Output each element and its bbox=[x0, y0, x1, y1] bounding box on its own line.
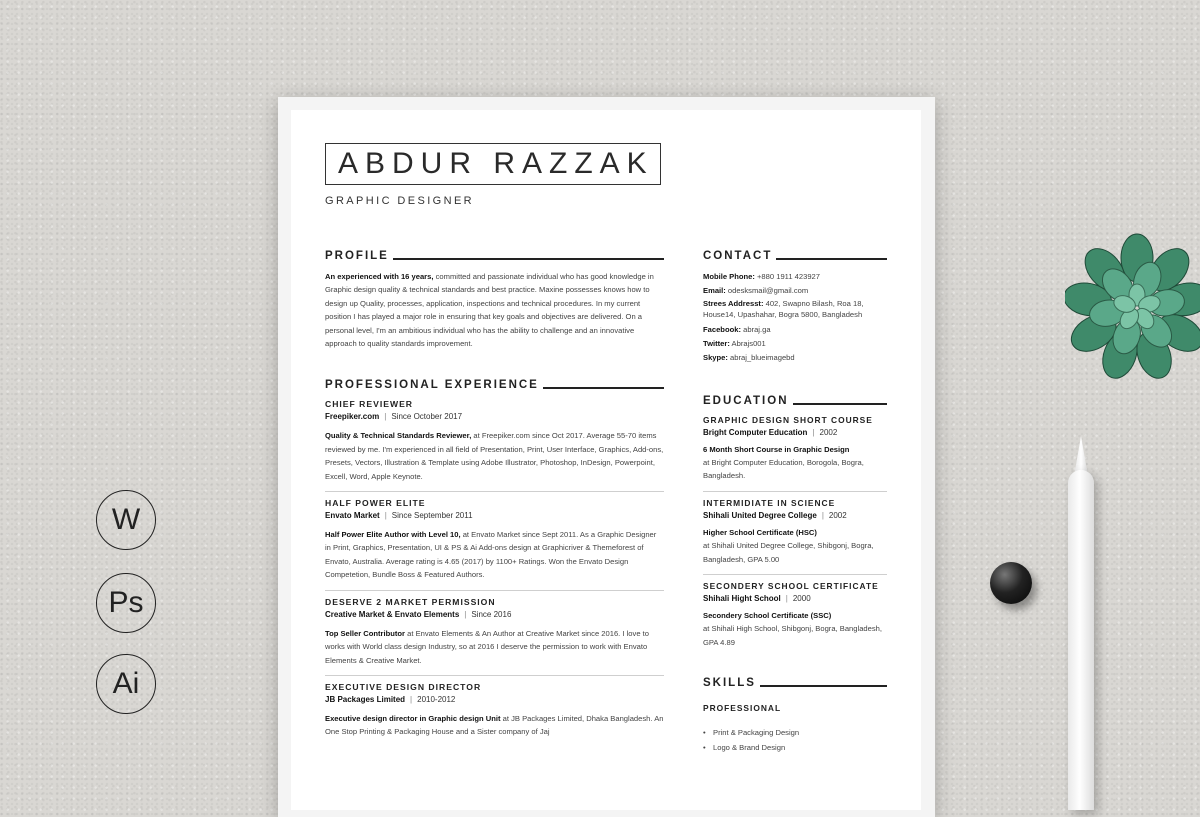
contact-label: Email: bbox=[703, 285, 726, 295]
photoshop-icon: Ps bbox=[96, 573, 156, 633]
resume-name: ABDUR RAZZAK bbox=[325, 143, 661, 185]
skills-heading-label: SKILLS bbox=[703, 677, 756, 690]
job-text: at JB Packages Limited, Dhaka Bangladesh. An One Stop Printing & Packaging House and a Sister company of Jaj bbox=[325, 713, 664, 737]
profile-lead: An experienced with 16 years, bbox=[325, 272, 434, 281]
education-text: at Shihali United Degree College, Shibgonj, Bogra, Bangladesh, GPA 5.00 bbox=[703, 541, 874, 564]
education-heading bbox=[703, 393, 887, 407]
education-lead: 6 Month Short Course in Graphic Design bbox=[703, 444, 850, 454]
job-title: EXECUTIVE DESIGN DIRECTOR bbox=[325, 681, 482, 692]
job-company-row: Creative Market & Envato Elements | Since 2016 bbox=[325, 609, 512, 619]
job-description bbox=[325, 528, 664, 582]
word-icon: W bbox=[96, 490, 156, 550]
job-company: JB Packages Limited bbox=[325, 694, 406, 704]
job-company: Creative Market & Envato Elements bbox=[325, 609, 460, 619]
job-lead: Top Seller Contributor bbox=[325, 628, 406, 638]
contact-value: 402, Swapno Bilash, Roa 18, House14, Upashahar, Bogra 5800, Bangladesh bbox=[703, 299, 864, 319]
job-description bbox=[325, 712, 664, 739]
education-lead: Secondery School Certificate (SSC) bbox=[703, 610, 832, 620]
contact-phone bbox=[703, 270, 887, 284]
divider bbox=[325, 675, 664, 676]
contact-facebook bbox=[703, 323, 887, 337]
contact-value: Abrajs001 bbox=[729, 339, 766, 349]
job-text: at Envato Market since Sept 2011. As a Graphic Designer in Print, Graphics, Presentation, UI & PS & Ai Add-ons design at Graphicriver & Themeforest of Envato, Australia. Average rating is 4.65 (2017) by 1100+ Ratings. Won the Envato Design Competetion, Bundle Boss & Featured Authors. bbox=[325, 530, 657, 580]
education-entry bbox=[703, 415, 887, 483]
education-title: GRAPHIC DESIGN SHORT COURSE bbox=[703, 414, 873, 425]
job-company-row: Freepiker.com | Since October 2017 bbox=[325, 412, 463, 422]
education-year: 2002 bbox=[828, 510, 847, 520]
job-entry bbox=[325, 399, 664, 483]
experience-heading-label: PROFESSIONAL EXPERIENCE bbox=[325, 379, 539, 392]
education-title: INTERMIDIATE IN SCIENCE bbox=[703, 497, 836, 508]
contact-list bbox=[703, 270, 887, 365]
divider bbox=[703, 491, 887, 492]
job-text: at Freepiker.com since Oct 2017. Average 55-70 items reviewed by me. I'm experienced in all field of Presentation, Print, User Interface, Graphics, Add-ons, Presets, Vectors, Illustration & Template using Adobe Illustrator, Photoshop, InDesign, Powerpoint, Excell, Word, Apple Keynote. bbox=[325, 431, 664, 481]
illustrator-icon: Ai bbox=[96, 654, 156, 714]
experience-heading bbox=[325, 377, 664, 391]
education-description bbox=[703, 526, 887, 566]
right-column bbox=[703, 248, 887, 755]
stylus-pen bbox=[1068, 470, 1094, 810]
job-text: at Envato Elements & An Author at Creative Market since 2016. I love to works with World class design Industry, so at 2016 I deserve the permission to work with Envato Elements & Creative Market. bbox=[325, 628, 649, 665]
contact-label: Mobile Phone: bbox=[703, 272, 755, 281]
job-period: Since September 2011 bbox=[391, 511, 473, 521]
job-lead: Quality & Technical Standards Reviewer, bbox=[325, 431, 472, 441]
contact-label: Skype: bbox=[703, 352, 728, 362]
job-title: HALF POWER ELITE bbox=[325, 498, 426, 509]
succulent-plant-image bbox=[1065, 232, 1200, 384]
contact-value: abraj_blueimagebd bbox=[727, 352, 795, 362]
skill-item: • Print & Packaging Design bbox=[703, 725, 887, 740]
job-description bbox=[325, 429, 664, 483]
education-description bbox=[703, 443, 887, 483]
job-period: Since October 2017 bbox=[391, 412, 463, 422]
resume-title: GRAPHIC DESIGNER bbox=[325, 195, 475, 207]
contact-label: Strees Addresst: bbox=[703, 299, 764, 309]
job-period: Since 2016 bbox=[471, 609, 512, 619]
education-year: 2000 bbox=[792, 593, 811, 603]
contact-heading bbox=[703, 248, 887, 262]
education-heading-label: EDUCATION bbox=[703, 394, 789, 407]
education-school-row: Bright Computer Education | 2002 bbox=[703, 427, 838, 437]
contact-value: +880 1911 423927 bbox=[754, 272, 820, 281]
education-year: 2002 bbox=[819, 427, 838, 437]
job-company-row: JB Packages Limited | 2010-2012 bbox=[325, 694, 456, 704]
education-title: SECONDERY SCHOOL CERTIFICATE bbox=[703, 580, 879, 591]
contact-value: abraj.ga bbox=[740, 325, 771, 335]
divider bbox=[703, 574, 887, 575]
job-entry bbox=[325, 498, 664, 582]
skills-subheading: PROFESSIONAL bbox=[703, 703, 782, 714]
contact-address bbox=[703, 299, 887, 320]
divider bbox=[325, 590, 664, 591]
education-text: at Shihali High School, Shibgonj, Bogra, Bangladesh, GPA 4.89 bbox=[703, 624, 882, 647]
contact-skype bbox=[703, 351, 887, 365]
profile-text bbox=[325, 270, 664, 350]
contact-label: Twitter: bbox=[703, 339, 730, 349]
education-entry bbox=[703, 498, 887, 566]
job-title: CHIEF REVIEWER bbox=[325, 399, 414, 410]
education-school: Bright Computer Education bbox=[703, 427, 808, 437]
education-school-row: Shihali United Degree College | 2002 bbox=[703, 510, 847, 520]
education-school: Shihali United Degree College bbox=[703, 510, 817, 520]
profile-heading-label: PROFILE bbox=[325, 250, 389, 262]
job-lead: Half Power Elite Author with Level 10, bbox=[325, 530, 461, 540]
job-company: Envato Market bbox=[325, 511, 380, 521]
contact-value: odesksmail@gmail.com bbox=[725, 285, 809, 295]
skills-heading bbox=[703, 675, 887, 689]
skill-item: • Logo & Brand Design bbox=[703, 740, 887, 755]
job-entry bbox=[325, 682, 664, 739]
skills-list bbox=[703, 725, 887, 755]
job-lead: Executive design director in Graphic design Unit bbox=[325, 713, 501, 723]
education-text: at Bright Computer Education, Borogola, Bogra, Bangladesh. bbox=[703, 457, 864, 481]
job-entry bbox=[325, 597, 664, 667]
contact-twitter bbox=[703, 337, 887, 351]
resume-page bbox=[291, 110, 921, 810]
education-school-row: Shihali Hight School | 2000 bbox=[703, 593, 811, 603]
profile-heading bbox=[325, 248, 664, 262]
contact-heading-label: CONTACT bbox=[703, 250, 773, 262]
job-company-row: Envato Market | Since September 2011 bbox=[325, 511, 473, 521]
education-school: Shihali Hight School bbox=[703, 593, 781, 603]
contact-email bbox=[703, 284, 887, 298]
job-company: Freepiker.com bbox=[325, 412, 380, 422]
education-lead: Higher School Certificate (HSC) bbox=[703, 527, 817, 537]
divider bbox=[325, 491, 664, 492]
left-column bbox=[325, 248, 664, 739]
contact-label: Facebook: bbox=[703, 325, 741, 335]
education-description bbox=[703, 609, 887, 649]
black-stone bbox=[990, 562, 1032, 604]
job-title: DESERVE 2 MARKET PERMISSION bbox=[325, 596, 496, 607]
education-entry bbox=[703, 581, 887, 649]
job-period: 2010-2012 bbox=[417, 694, 456, 704]
profile-body: committed and passionate individual who has good knowledge in Graphic design quality & technical standards and best practice. Maxine possesses knows how to design up Quality, processes, application, inspections and technical procedures. In my current position I has played a major role in ensuring that key goals and objectives are delivered. On a personal level, I'm an ambitious individual who has the ability to challenge and an innovative approach to quality standards improvement. bbox=[325, 272, 654, 349]
job-description bbox=[325, 627, 664, 667]
